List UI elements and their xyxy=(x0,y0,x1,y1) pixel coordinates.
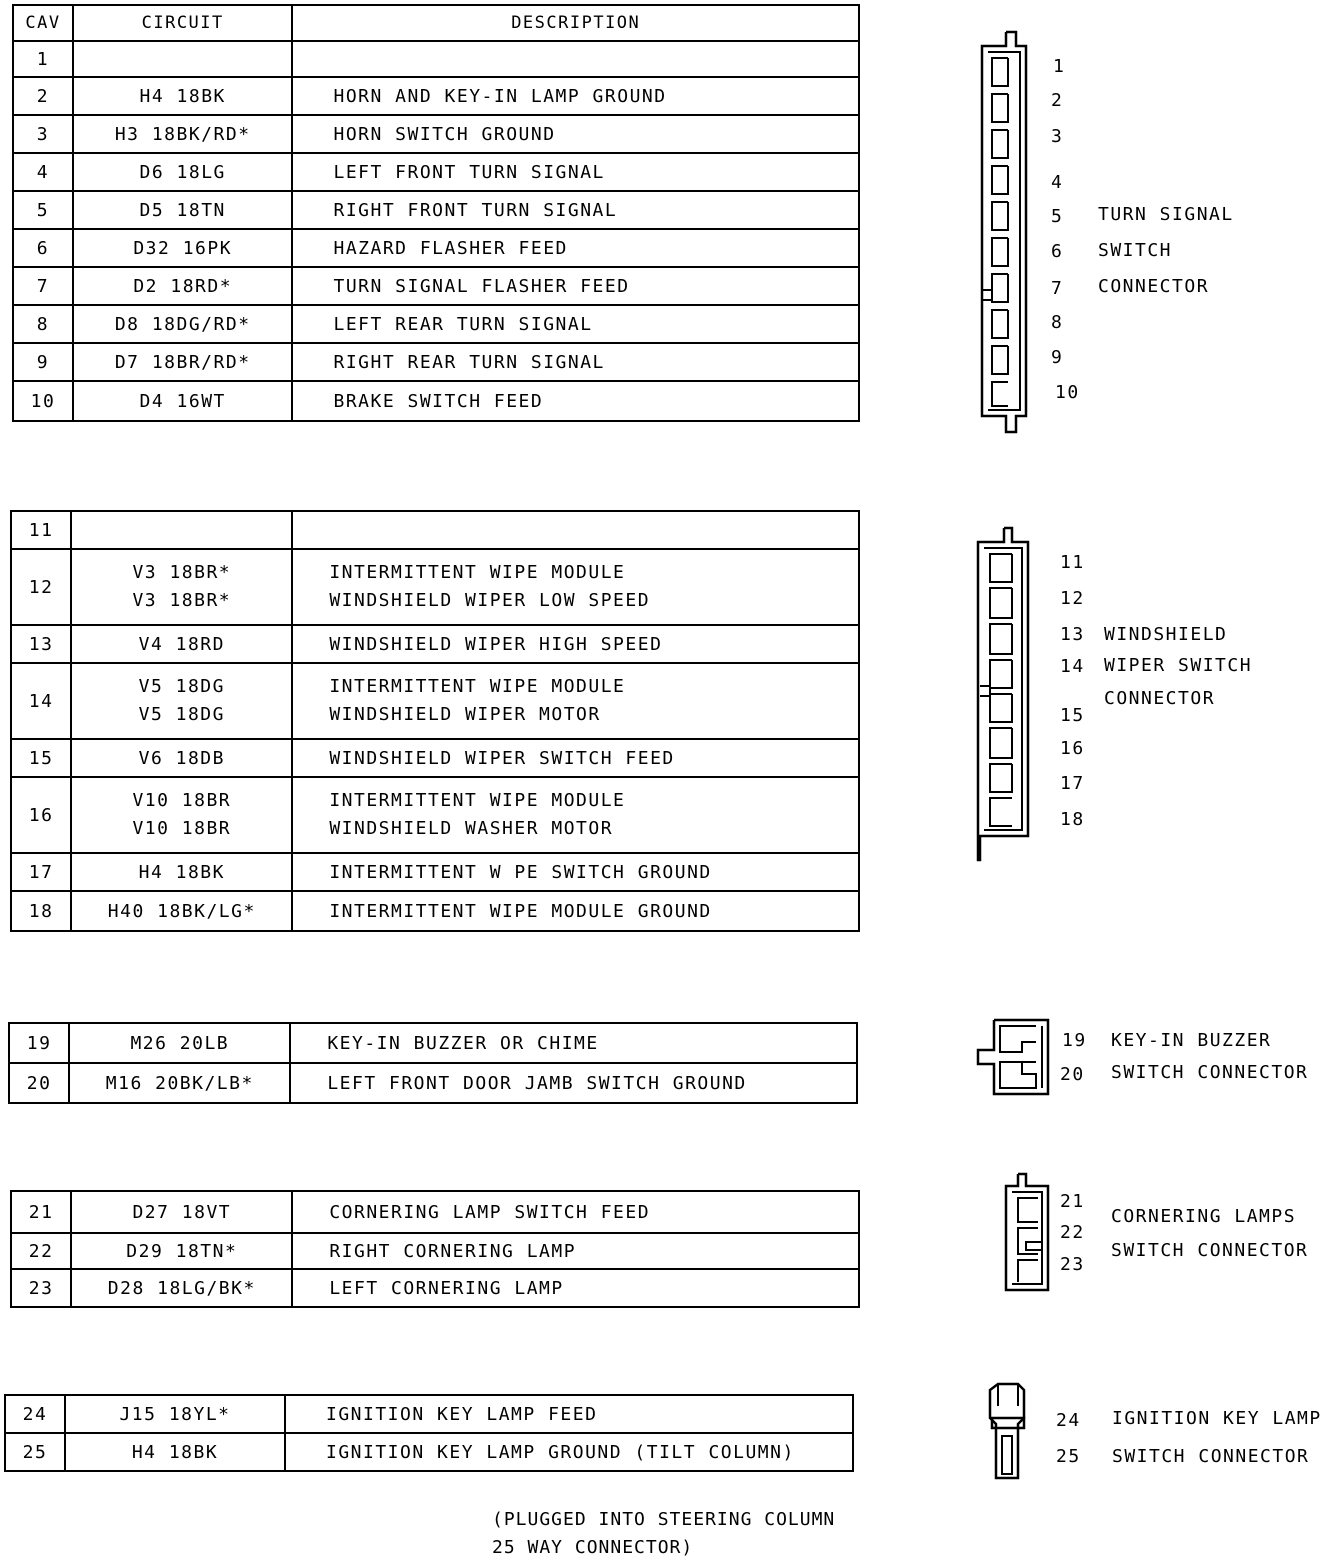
circuit-line: V5 18DG xyxy=(138,704,225,725)
cavity-table-4 xyxy=(10,1190,860,1308)
cav-cell: 6 xyxy=(13,229,73,267)
circuit-cell xyxy=(71,663,292,739)
connector-label-line: IGNITION KEY LAMP xyxy=(1112,1408,1322,1429)
table-row xyxy=(11,1191,859,1233)
connector-label-line: SWITCH xyxy=(1098,240,1173,261)
turn-signal-connector-icon xyxy=(972,28,1042,438)
cav-cell: 1 xyxy=(13,41,73,77)
description-cell: RIGHT REAR TURN SIGNAL xyxy=(292,343,859,381)
circuit-cell: V4 18RD xyxy=(71,625,292,663)
description-cell: WINDSHIELD WIPER HIGH SPEED xyxy=(292,625,859,663)
description-line: WINDSHIELD WASHER MOTOR xyxy=(329,818,614,839)
circuit-cell: D27 18VT xyxy=(71,1191,292,1233)
ignition-key-lamp-connector-icon xyxy=(984,1380,1034,1484)
description-cell: IGNITION KEY LAMP FEED xyxy=(285,1395,853,1433)
connector-label-line: WINDSHIELD xyxy=(1104,624,1228,645)
circuit-line: V10 18BR xyxy=(132,818,232,839)
description-line: INTERMITTENT WIPE MODULE xyxy=(329,676,626,697)
description-cell: INTERMITTENT WIPE MODULE GROUND xyxy=(292,891,859,931)
circuit-cell: D5 18TN xyxy=(73,191,293,229)
cav-cell: 25 xyxy=(5,1433,65,1471)
description-cell xyxy=(292,777,859,853)
circuit-cell: D28 18LG/BK* xyxy=(71,1269,292,1307)
pin-label: 11 xyxy=(1060,552,1085,573)
cav-cell: 20 xyxy=(9,1063,69,1103)
circuit-cell: D32 16PK xyxy=(73,229,293,267)
cav-cell: 2 xyxy=(13,77,73,115)
table-row xyxy=(9,1063,857,1103)
circuit-cell: V6 18DB xyxy=(71,739,292,777)
table-row xyxy=(11,1269,859,1307)
connector-label-line: KEY-IN BUZZER xyxy=(1111,1030,1272,1051)
pin-label: 2 xyxy=(1051,90,1064,111)
circuit-cell: H4 18BK xyxy=(71,853,292,891)
footnote-line: (PLUGGED INTO STEERING COLUMN xyxy=(492,1509,836,1530)
circuit-cell xyxy=(71,549,292,625)
cavity-table-5 xyxy=(4,1394,854,1472)
description-cell: LEFT FRONT DOOR JAMB SWITCH GROUND xyxy=(290,1063,857,1103)
connector-label-line: SWITCH CONNECTOR xyxy=(1112,1446,1310,1467)
pin-label: 14 xyxy=(1060,656,1085,677)
circuit-line: V5 18DG xyxy=(138,676,225,697)
pin-label: 25 xyxy=(1056,1446,1081,1467)
pin-label: 5 xyxy=(1051,206,1064,227)
table-row xyxy=(5,1395,853,1433)
pin-label: 24 xyxy=(1056,1410,1081,1431)
cav-cell: 17 xyxy=(11,853,71,891)
pin-label: 21 xyxy=(1060,1191,1085,1212)
pin-label: 19 xyxy=(1062,1030,1087,1051)
circuit-cell: M26 20LB xyxy=(69,1023,290,1063)
connector-label-line: CONNECTOR xyxy=(1098,276,1210,297)
table-row xyxy=(9,1023,857,1063)
description-cell: TURN SIGNAL FLASHER FEED xyxy=(292,267,859,305)
description-line: INTERMITTENT WIPE MODULE xyxy=(329,562,626,583)
description-cell xyxy=(292,663,859,739)
description-cell: HAZARD FLASHER FEED xyxy=(292,229,859,267)
description-cell xyxy=(292,511,859,549)
table-row xyxy=(13,381,859,421)
description-cell: HORN SWITCH GROUND xyxy=(292,115,859,153)
cavity-table-1 xyxy=(12,4,860,422)
circuit-cell xyxy=(71,511,292,549)
description-cell: BRAKE SWITCH FEED xyxy=(292,381,859,421)
table-row xyxy=(11,853,859,891)
pin-label: 3 xyxy=(1051,126,1064,147)
pin-label: 15 xyxy=(1060,705,1085,726)
pin-label: 22 xyxy=(1060,1222,1085,1243)
cav-cell: 19 xyxy=(9,1023,69,1063)
footnote-line: 25 WAY CONNECTOR) xyxy=(492,1537,694,1558)
description-cell: LEFT FRONT TURN SIGNAL xyxy=(292,153,859,191)
cavity-table-3 xyxy=(8,1022,858,1104)
table-row xyxy=(13,305,859,343)
header-description: DESCRIPTION xyxy=(292,5,859,41)
connector-label-line: SWITCH CONNECTOR xyxy=(1111,1062,1309,1083)
description-cell: HORN AND KEY-IN LAMP GROUND xyxy=(292,77,859,115)
table-row xyxy=(13,153,859,191)
cav-cell: 4 xyxy=(13,153,73,191)
key-in-buzzer-connector-icon xyxy=(974,1016,1054,1100)
circuit-cell xyxy=(73,41,293,77)
pin-label: 1 xyxy=(1053,56,1066,77)
circuit-cell xyxy=(71,777,292,853)
description-cell: RIGHT CORNERING LAMP xyxy=(292,1233,859,1269)
cav-cell: 15 xyxy=(11,739,71,777)
wiper-switch-connector-icon xyxy=(970,526,1040,866)
cav-cell: 9 xyxy=(13,343,73,381)
pin-label: 7 xyxy=(1051,278,1064,299)
cavity-table-2 xyxy=(10,510,860,932)
description-cell: RIGHT FRONT TURN SIGNAL xyxy=(292,191,859,229)
circuit-cell: H4 18BK xyxy=(65,1433,285,1471)
description-cell: IGNITION KEY LAMP GROUND (TILT COLUMN) xyxy=(285,1433,853,1471)
cav-cell: 10 xyxy=(13,381,73,421)
circuit-cell: H4 18BK xyxy=(73,77,293,115)
description-line: WINDSHIELD WIPER LOW SPEED xyxy=(329,590,651,611)
cav-cell: 12 xyxy=(11,549,71,625)
cav-cell: 21 xyxy=(11,1191,71,1233)
pin-label: 17 xyxy=(1060,773,1085,794)
table-row xyxy=(13,77,859,115)
table-row xyxy=(11,663,859,739)
circuit-cell: D6 18LG xyxy=(73,153,293,191)
cav-cell: 16 xyxy=(11,777,71,853)
table-row xyxy=(11,891,859,931)
header-cav: CAV xyxy=(13,5,73,41)
circuit-line: V3 18BR* xyxy=(132,590,232,611)
cav-cell: 13 xyxy=(11,625,71,663)
pin-label: 9 xyxy=(1051,347,1064,368)
description-cell: WINDSHIELD WIPER SWITCH FEED xyxy=(292,739,859,777)
cav-cell: 24 xyxy=(5,1395,65,1433)
cav-cell: 7 xyxy=(13,267,73,305)
description-cell: LEFT REAR TURN SIGNAL xyxy=(292,305,859,343)
table-row xyxy=(11,549,859,625)
circuit-cell: H40 18BK/LG* xyxy=(71,891,292,931)
circuit-cell: H3 18BK/RD* xyxy=(73,115,293,153)
pin-label: 23 xyxy=(1060,1254,1085,1275)
circuit-cell: J15 18YL* xyxy=(65,1395,285,1433)
table-row xyxy=(13,343,859,381)
table-row xyxy=(5,1433,853,1471)
cav-cell: 11 xyxy=(11,511,71,549)
pin-label: 10 xyxy=(1055,382,1080,403)
circuit-cell: D4 16WT xyxy=(73,381,293,421)
footnote xyxy=(492,1506,835,1562)
circuit-cell: M16 20BK/LB* xyxy=(69,1063,290,1103)
table-row xyxy=(13,41,859,77)
description-cell xyxy=(292,549,859,625)
table-row xyxy=(11,625,859,663)
cav-cell: 3 xyxy=(13,115,73,153)
pin-label: 16 xyxy=(1060,738,1085,759)
circuit-cell: D29 18TN* xyxy=(71,1233,292,1269)
connector-label-line: CORNERING LAMPS xyxy=(1111,1206,1297,1227)
table-row xyxy=(11,511,859,549)
table-row xyxy=(11,777,859,853)
table-row xyxy=(11,1233,859,1269)
description-cell: INTERMITTENT W PE SWITCH GROUND xyxy=(292,853,859,891)
cav-cell: 22 xyxy=(11,1233,71,1269)
description-cell: LEFT CORNERING LAMP xyxy=(292,1269,859,1307)
circuit-cell: D2 18RD* xyxy=(73,267,293,305)
pin-label: 12 xyxy=(1060,588,1085,609)
cav-cell: 18 xyxy=(11,891,71,931)
circuit-line: V3 18BR* xyxy=(132,562,232,583)
description-cell xyxy=(292,41,859,77)
header-circuit: CIRCUIT xyxy=(73,5,293,41)
cav-cell: 23 xyxy=(11,1269,71,1307)
connector-label-line: TURN SIGNAL xyxy=(1098,204,1234,225)
pin-label: 8 xyxy=(1051,312,1064,333)
pin-label: 18 xyxy=(1060,809,1085,830)
connector-label-line: SWITCH CONNECTOR xyxy=(1111,1240,1309,1261)
circuit-cell: D7 18BR/RD* xyxy=(73,343,293,381)
description-cell: CORNERING LAMP SWITCH FEED xyxy=(292,1191,859,1233)
table-row xyxy=(13,191,859,229)
cornering-lamps-connector-icon xyxy=(1000,1172,1052,1294)
header-row xyxy=(13,5,859,41)
table-row xyxy=(13,267,859,305)
pin-label: 4 xyxy=(1051,172,1064,193)
description-cell: KEY-IN BUZZER OR CHIME xyxy=(290,1023,857,1063)
cav-cell: 8 xyxy=(13,305,73,343)
description-line: WINDSHIELD WIPER MOTOR xyxy=(329,704,601,725)
table-row xyxy=(11,739,859,777)
pin-label: 13 xyxy=(1060,624,1085,645)
pin-label: 20 xyxy=(1060,1064,1085,1085)
circuit-line: V10 18BR xyxy=(132,790,232,811)
cav-cell: 5 xyxy=(13,191,73,229)
pin-label: 6 xyxy=(1051,241,1064,262)
table-row xyxy=(13,229,859,267)
cav-cell: 14 xyxy=(11,663,71,739)
description-line: INTERMITTENT WIPE MODULE xyxy=(329,790,626,811)
connector-label-line: WIPER SWITCH xyxy=(1104,655,1253,676)
table-row xyxy=(13,115,859,153)
connector-label-line: CONNECTOR xyxy=(1104,688,1216,709)
circuit-cell: D8 18DG/RD* xyxy=(73,305,293,343)
